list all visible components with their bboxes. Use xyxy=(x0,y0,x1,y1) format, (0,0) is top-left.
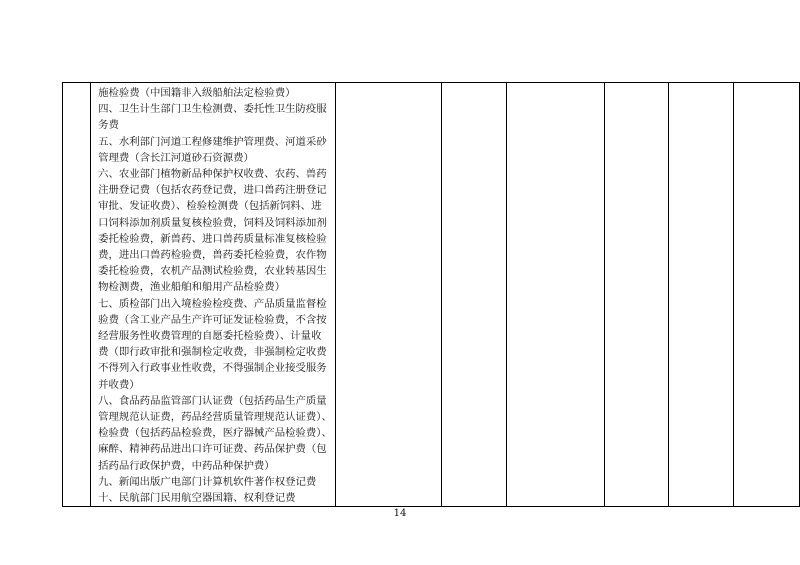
text-line: 麻醉、精神药品进出口许可证费、药品保护费（包 xyxy=(98,443,327,456)
table-cell-index xyxy=(63,83,91,507)
text-line: 口饲料添加剂质量复核检验费，饲料及饲料添加剂 xyxy=(98,216,327,229)
text-line: 七、质检部门出入境检验检疫费、产品质量监督检 xyxy=(98,297,327,310)
text-line: 委托检验费，新兽药、进口兽药质量标准复核检验 xyxy=(98,232,327,245)
text-line: 不得列入行政事业性收费，不得强制企业接受服务 xyxy=(98,362,327,375)
table-cell-empty xyxy=(442,83,507,507)
table-cell-empty xyxy=(506,83,604,507)
text-line: 务费 xyxy=(98,119,119,132)
text-line: 费，进出口兽药检验费，兽药委托检验费，农作物 xyxy=(98,249,327,262)
page-number: 14 xyxy=(393,508,407,519)
text-line: 经营服务性收费管理的自愿委托检验费）、计量收 xyxy=(98,330,322,343)
text-line: 括药品行政保护费，中药品种保护费） xyxy=(98,459,275,472)
fee-items-text xyxy=(91,83,335,506)
text-line: 八、食品药品监管部门认证费（包括药品生产质量 xyxy=(98,394,327,407)
text-line: 验费（含工业产品生产许可证发证检验费，不含按 xyxy=(98,313,327,326)
table-cell-empty xyxy=(669,83,734,507)
text-line: 物检测费，渔业船舶和船用产品检验费） xyxy=(98,281,286,294)
text-line: 费（即行政审批和强制检定收费，非强制检定收费 xyxy=(98,346,327,359)
table-cell-empty xyxy=(604,83,669,507)
text-line: 施检验费（中国籍非入级船舶法定检验费） xyxy=(98,87,296,99)
text-line: 委托检验费，农机产品测试检验费，农业转基因生 xyxy=(98,265,327,278)
table-cell-fee-items xyxy=(91,83,336,507)
text-line: 管理规范认证费，药品经营质量管理规范认证费）、 xyxy=(98,411,332,424)
text-line: 审批、发证收费）、检验检测费（包括新饲料、进 xyxy=(98,200,322,213)
table-cell-empty xyxy=(734,83,800,507)
table-row xyxy=(63,83,800,507)
text-line: 六、农业部门植物新品种保护权收费、农药、兽药 xyxy=(98,168,327,181)
text-line: 五、水利部门河道工程修建维护管理费、河道采砂 xyxy=(98,135,327,148)
text-line: 九、新闻出版广电部门计算机软件著作权登记费 xyxy=(98,475,317,488)
text-line: 十、民航部门民用航空器国籍、权利登记费 xyxy=(98,492,296,505)
fee-table xyxy=(62,82,800,507)
text-line: 检验费（包括药品检验费，医疗器械产品检验费）、 xyxy=(98,427,332,440)
text-line: 管理费（含长江河道砂石资源费） xyxy=(98,151,254,164)
text-line: 四、卫生计生部门卫生检测费、委托性卫生防疫服 xyxy=(98,103,327,116)
text-line: 并收费） xyxy=(98,378,140,391)
table-cell-empty xyxy=(335,83,441,507)
text-line: 注册登记费（包括农药登记费，进口兽药注册登记 xyxy=(98,184,327,197)
